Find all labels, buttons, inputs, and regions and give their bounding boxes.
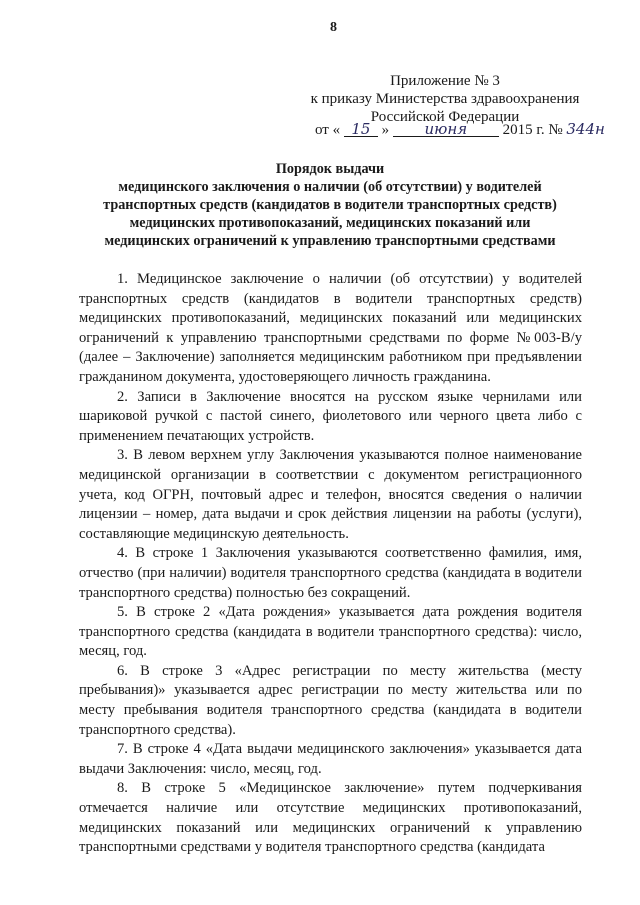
appendix-title: Приложение № 3: [390, 73, 500, 89]
appendix-header: [300, 72, 590, 126]
handwritten-day: 15: [344, 122, 378, 137]
appendix-country: Российской Федерации: [370, 109, 520, 125]
handwritten-month: июня: [393, 122, 499, 137]
title-line-3: транспортных средств (кандидатов в водители транспортных средств): [103, 197, 557, 213]
paragraph-2: 2. Записи в Заключение вносятся на русском языке чернилами или шариковой ручкой с пастой синего, фиолетового или черного цвета либо с применением печатающих устройств.: [79, 388, 582, 444]
page-number: 8: [330, 20, 337, 35]
title-line-5: медицинских ограничений к управлению транспортными средствами: [104, 233, 556, 249]
document-title: [80, 160, 580, 250]
paragraph-8: 8. В строке 5 «Медицинское заключение» путем подчеркивания отмечается наличие или отсутствие медицинских противопоказаний, медицинских показаний или медицинских ограничений к управлению транспортными средствами у водителя транспортного средства (кандидата: [79, 780, 582, 856]
date-mid: »: [381, 122, 390, 138]
appendix-order-ref: к приказу Министерства здравоохранения: [310, 91, 580, 107]
paragraph-7: 7. В строке 4 «Дата выдачи медицинского заключения» указывается дата выдачи Заключения: число, месяц, год.: [79, 741, 582, 777]
handwritten-number: 344н: [566, 120, 605, 138]
paragraph-5: 5. В строке 2 «Дата рождения» указывается дата рождения водителя транспортного средства (кандидата в водители транспортного средства): число, месяц, год.: [79, 604, 582, 660]
title-line-4: медицинских противопоказаний, медицинских показаний или: [129, 215, 531, 231]
date-prefix: от «: [315, 122, 341, 138]
document-body: [79, 270, 582, 858]
paragraph-3: 3. В левом верхнем углу Заключения указываются полное наименование медицинской организации в соответствии с документом регистрационного учета, код ОГРН, почтовый адрес и телефон, вносятся сведения о наличии лицензии – номер, дата выдачи и срок действия лицензии на работы (услуги), составляющие медицинскую деятельность.: [79, 447, 582, 542]
title-line-2: медицинского заключения о наличии (об отсутствии) у водителей: [118, 179, 542, 195]
paragraph-1: 1. Медицинское заключение о наличии (об отсутствии) у водителей транспортных средств (кандидатов в водители транспортных средств) медицинских противопоказаний, медицинских показаний или медицинских ограничений к управлению транспортными средствами по форме №003-В/у (далее – Заключение) заполняется медицинским работником при предъявлении гражданином документа, удостоверяющего личность гражданина.: [79, 271, 582, 385]
title-line-1: Порядок выдачи: [275, 161, 385, 177]
date-year: 2015 г. №: [502, 122, 563, 138]
paragraph-6: 6. В строке 3 «Адрес регистрации по месту жительства (месту пребывания)» указывается адрес регистрации по месту жительства или по месту пребывания водителя транспортного средства (кандидата в водители транспортного средства).: [79, 662, 582, 738]
order-date-line: [315, 121, 605, 139]
paragraph-4: 4. В строке 1 Заключения указываются соответственно фамилия, имя, отчество (при наличии) водителя транспортного средства (кандидата в водители транспортного средства) полностью без сокращений.: [79, 545, 582, 601]
